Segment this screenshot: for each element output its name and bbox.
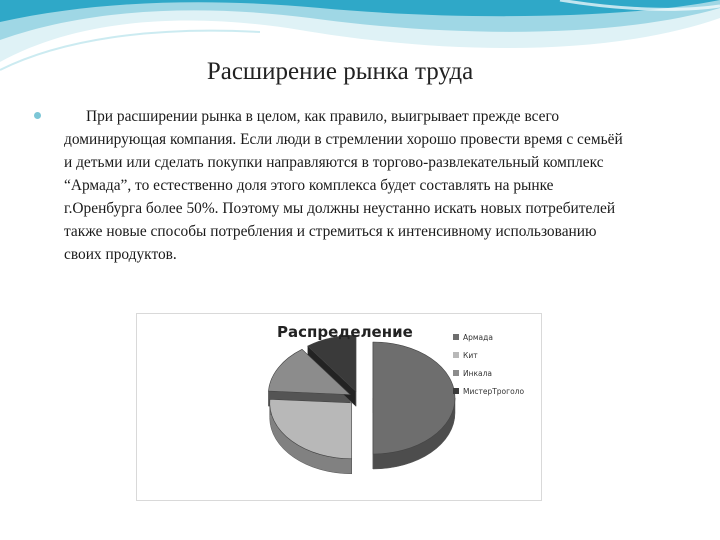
legend-label: Кит	[463, 350, 478, 360]
legend-item-mister-trogolo	[453, 385, 524, 397]
legend-item-inkala	[453, 367, 492, 379]
bullet-icon	[34, 112, 41, 119]
chart-title: Распределение	[277, 323, 413, 341]
legend-label: Армада	[463, 332, 493, 342]
legend-swatch	[453, 370, 459, 376]
legend-item-armada	[453, 331, 493, 343]
pie-chart	[136, 313, 542, 501]
legend-item-kit	[453, 349, 478, 361]
legend-swatch	[453, 352, 459, 358]
legend-label: МистерТроголо	[463, 386, 525, 396]
legend-swatch	[453, 388, 459, 394]
slide-title: Расширение рынка труда	[206, 58, 474, 85]
pie-slice-Кит	[270, 399, 352, 459]
legend-label: Инкала	[463, 368, 493, 378]
body-paragraph: При расширении рынка в целом, как правило, выигрывает прежде всего доминирующая компания. Если люди в стремлении хорошо провести время с семьёй и детьми или сделать покупки направляются в торгово-развлекательный комплекс “Армада”, то естественно доля этого комплекса будет составлять на рынке г.Оренбурга более 50%. Поэтому мы должны неустанно искать новых потребителей также новые способы потребления и стремиться к интенсивному использованию своих продуктов.	[64, 108, 623, 263]
legend-swatch	[453, 334, 459, 340]
